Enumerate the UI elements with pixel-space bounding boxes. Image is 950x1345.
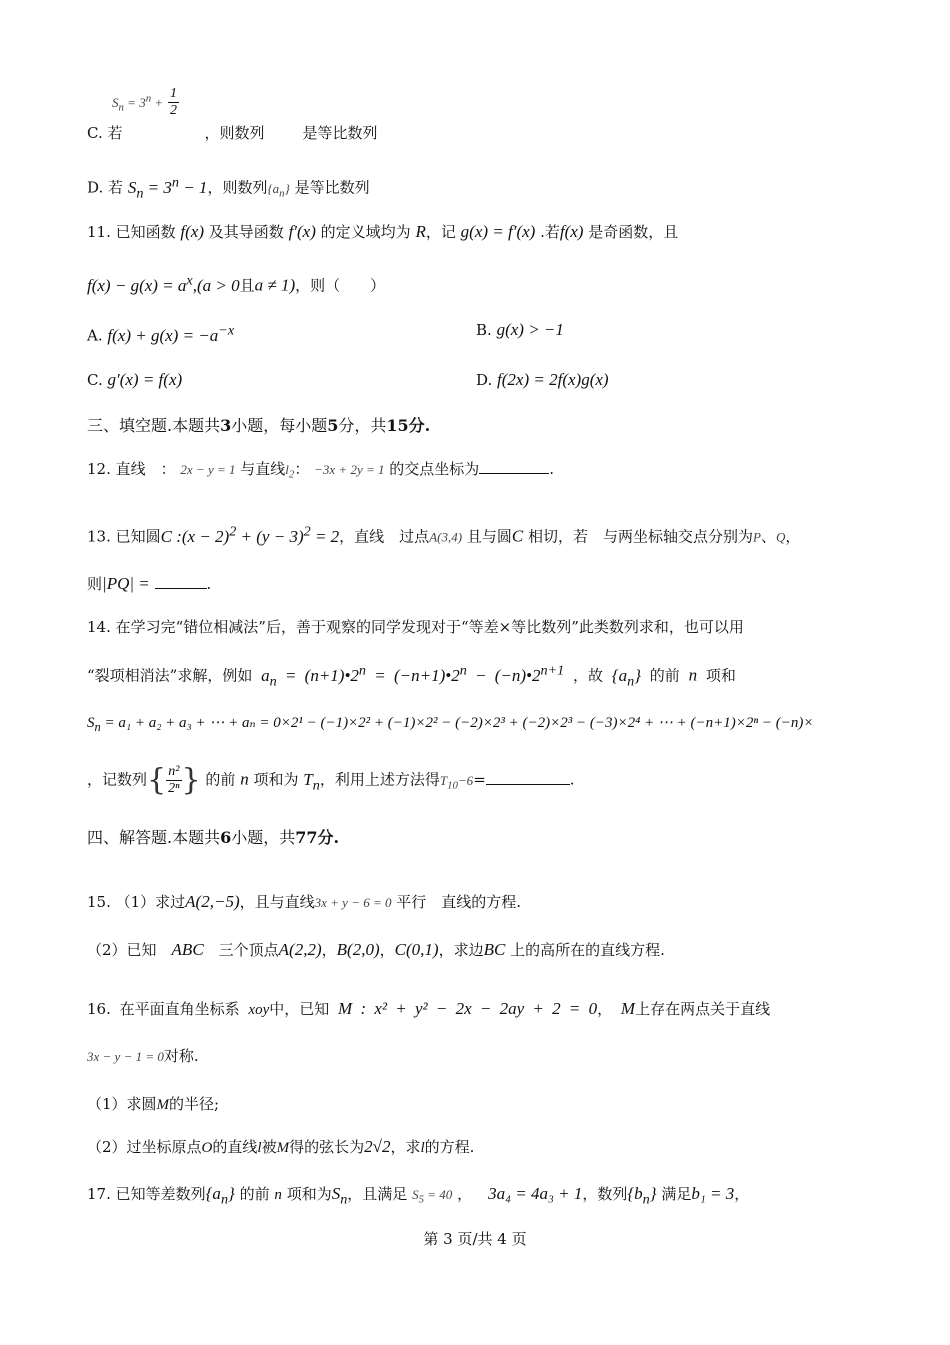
q14-line-3: $S_n = a_1 + a_2 + a_3$ + ⋯ + aₙ = 0×2¹ − (−1)×2² + (−1)×2² − (−2)×2³ + (−2)×2³ − (−3)×2⁴ + ⋯ + (−n+1)×2ⁿ − (−n)× [87, 715, 814, 734]
q15-part-1: 15. （1）求过A(2,−5)，且与直线3x + y − 6 = 0 平行 直线的方程. [87, 892, 522, 911]
q16-part-1: （1）求圆M的半径; [87, 1095, 220, 1113]
q14-line-4: ，记数列{ $\frac{\text{n²}}{\text{2ⁿ}}$ } 的前 n 项和为 $T_n$，利用上述方法得$T_{10}-6=$ . [87, 762, 575, 798]
section-4-heading: 四、解答题.本题共6小题，共77分. [87, 828, 340, 847]
q11-option-c: C. g′(x) = f(x) [87, 370, 183, 389]
section-3-heading: 三、填空题.本题共3小题，每小题5分，共15分. [87, 416, 431, 435]
q11-option-d: D. f(2x) = 2f(x)g(x) [476, 370, 609, 389]
q14-line-2: “裂项相消法”求解，例如 $a_n$ = $(n+1)•2^n$ = $(-n+1)•2^n$ − $(-n)•2^{n+1}$ ，故 $\{a_n\}$ 的前 n 项和 [87, 662, 736, 690]
q11-option-a: A. $f(x) + g(x) = -a^{-x}$ [87, 322, 235, 345]
q16-part-2: （2）过坐标原点O的直线l被M得的弦长为2√2，求l的方程. [87, 1137, 475, 1156]
q10-option-d: D. 若 $S_n = 3^n - 1$，则数列$\{a_n\}$ 是等比数列 [87, 174, 370, 202]
q13-line-1: 13. 已知圆C :(x − $2)^2 + (y - 3)^2 = 2$，直线 过点A(3,4) 且与圆C 相切，若 与两坐标轴交点分别为P、Q， [87, 523, 801, 546]
q16-line-1: 16. 在平面直角坐标系 xoy中，已知 M : x² + y² − 2x − 2ay + 2 = 0， M上存在两点关于直线 [87, 999, 771, 1018]
q11-option-b: B. g(x) > −1 [476, 320, 564, 339]
page-footer: 第 3 页/共 4 页 [423, 1230, 527, 1248]
q16-line-2: 3x − y − 1 = 0对称. [87, 1047, 199, 1065]
q10-optC-formula: $S_n = 3^n$ + $\frac{1}{2}$ [112, 86, 177, 118]
q15-part-2: （2）已知 ABC 三个顶点A(2,2)，B(2,0)，C(0,1)，求边BC 上的高所在的直线方程. [87, 940, 665, 959]
q12-answer-blank[interactable] [479, 459, 549, 474]
q14-fraction: $\frac{\text{n²}}{\text{2ⁿ}}$ [168, 764, 180, 796]
q12: 12. 直线 ： 2x − y = 1 与直线$l_2$： −3x + 2y = 1 的交点坐标为 . [87, 460, 555, 481]
q11-line-1: 11. 已知函数 f(x) 及其导函数 f′(x) 的定义域均为 R，记 g(x) = f′(x) .若f(x) 是奇函数，且 [87, 222, 679, 241]
q13-answer-blank[interactable] [155, 574, 207, 589]
q10-option-c: C. 若 ，则数列 是等比数列 [87, 124, 378, 142]
q14-answer-blank[interactable] [486, 770, 570, 785]
q14-line-1: 14. 在学习完“错位相减法”后，善于观察的同学发现对于“等差×等比数列”此类数列求和，也可以用 [87, 618, 744, 636]
q11-line-2: $f(x) - g(x) = a^x,(a > 0$且a ≠ 1)，则（ ） [87, 272, 386, 295]
q10-optC-fraction: $\frac{1}{2}$ [169, 86, 177, 118]
q13-line-2: 则|PQ| = . [87, 574, 212, 593]
q17: 17. 已知等差数列$\{a_n\}$ 的前 n 项和为$S_n$，且满足 $S_5 = 40$ ， 3a₄ = 4a₃ + 1，数列$\{b_n\}$ 满足b₁ = 3， [87, 1184, 750, 1208]
